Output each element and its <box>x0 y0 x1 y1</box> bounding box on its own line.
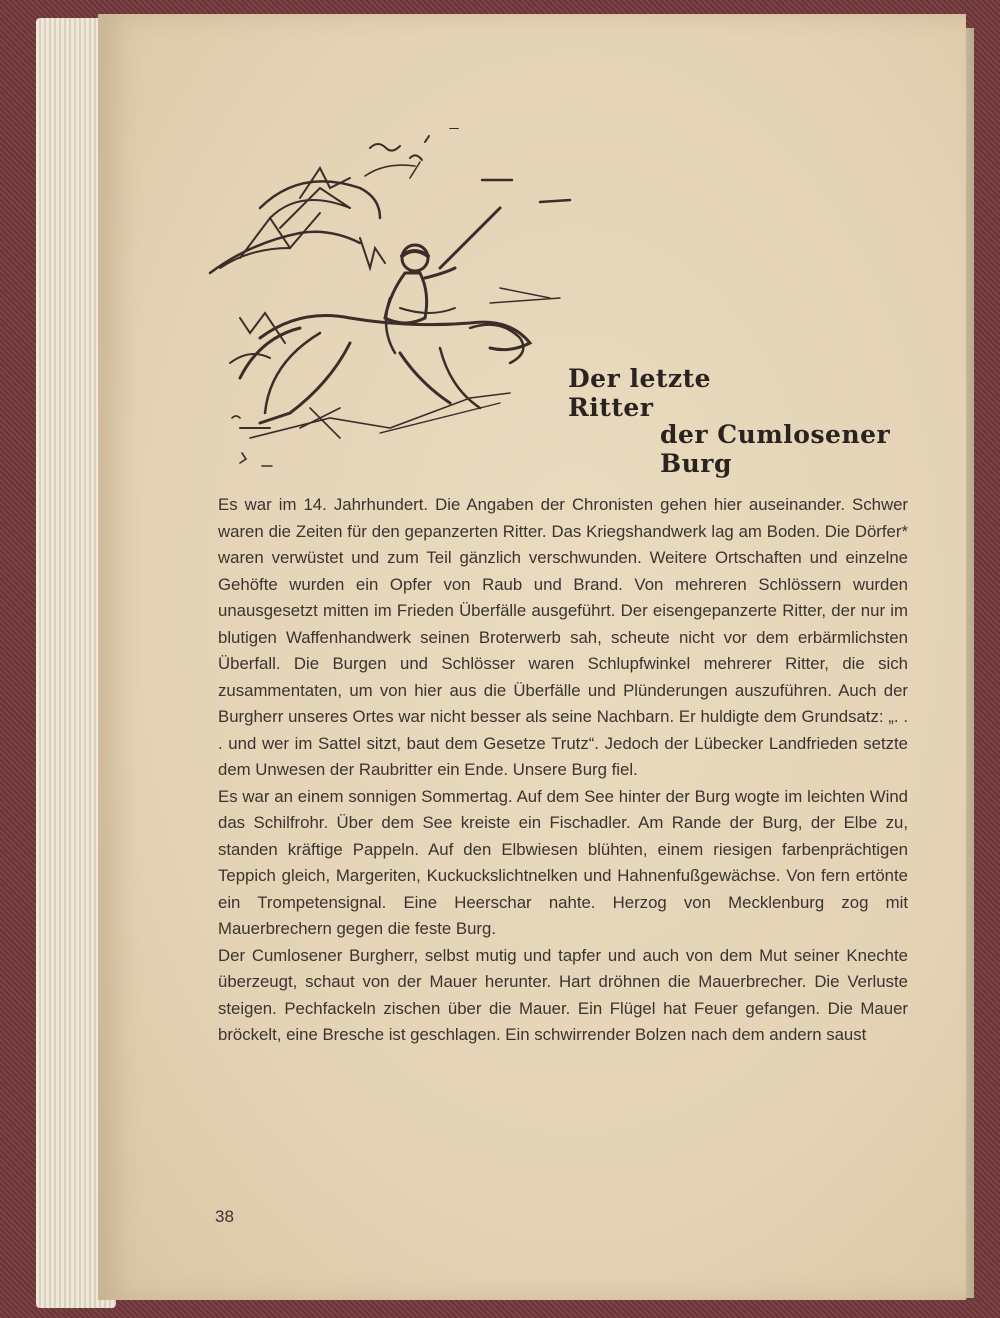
knight-on-horse-illustration <box>200 128 580 478</box>
page-number: 38 <box>215 1207 234 1226</box>
heading-line-1: Der letzte Ritter <box>568 364 712 422</box>
heading-line-2: der Cumlosener Burg <box>660 420 891 478</box>
paragraph: Es war an einem sonnigen Sommertag. Auf dem See hinter der Burg wogte im leichten Wind das Schilfrohr. Über dem See kreiste ein Fischadler. Am Rande der Burg, der Elbe zu, standen kräftige Pappeln. Auf den Elbwiesen blühten, einem riesigen farbenprächtigen Teppich gleich, Margeriten, Kuckuckslichtnelken und Hahnenfußgewächse. Von fern ertönte ein Trompetensignal. Eine Heerschar nahte. Herzog von Mecklenburg zog mit Mauerbrechern gegen die feste Burg. <box>218 786 908 938</box>
paragraph: Der Cumlosener Burgherr, selbst mutig und tapfer und auch von dem Mut seiner Knechte überzeugt, schaut von der Mauer herunter. Hart dröhnen die Mauerbrecher. Die Verluste steigen. Pechfackeln zischen über die Mauer. Ein Flügel hat Feuer gefangen. Die Mauer bröckelt, eine Bresche ist geschlagen. Ein schwirrender Bolzen nach dem andern saust <box>218 945 908 1044</box>
paragraph: Es war im 14. Jahrhundert. Die Angaben der Chronisten gehen hier auseinander. Schwer waren die Zeiten für den gepanzerten Ritter. Das Kriegshandwerk lag am Boden. Die Dörfer* waren verwüstet und zum Teil gänzlich verschwunden. Weitere Ortschaften und einzelne Gehöfte wurden ein Opfer von Raub und Brand. Von mehreren Schlössern wurden unausgesetzt mitten im Frieden Überfälle ausgeführt. Der eisengepanzerte Ritter, der nur im blutigen Waffenhandwerk seinen Broterwerb sah, scheute nicht vor dem erbärmlichsten Überfall. Die Burgen und Schlösser waren Schlupfwinkel mehrerer Ritter, die sich zusammentaten, um von hier aus die Überfälle und Plünderungen auszuführen. Auch der Burgherr unseres Ortes war nicht besser als seine Nachbarn. Er huldigte dem Grundsatz: „. . . und wer im Sattel sitzt, baut dem Gesetze Trutz“. Jedoch der Lübecker Landfrieden setzte dem Unwesen der Raubritter ein Ende. Unsere Burg fiel. <box>218 495 908 779</box>
body-text <box>218 492 908 1049</box>
